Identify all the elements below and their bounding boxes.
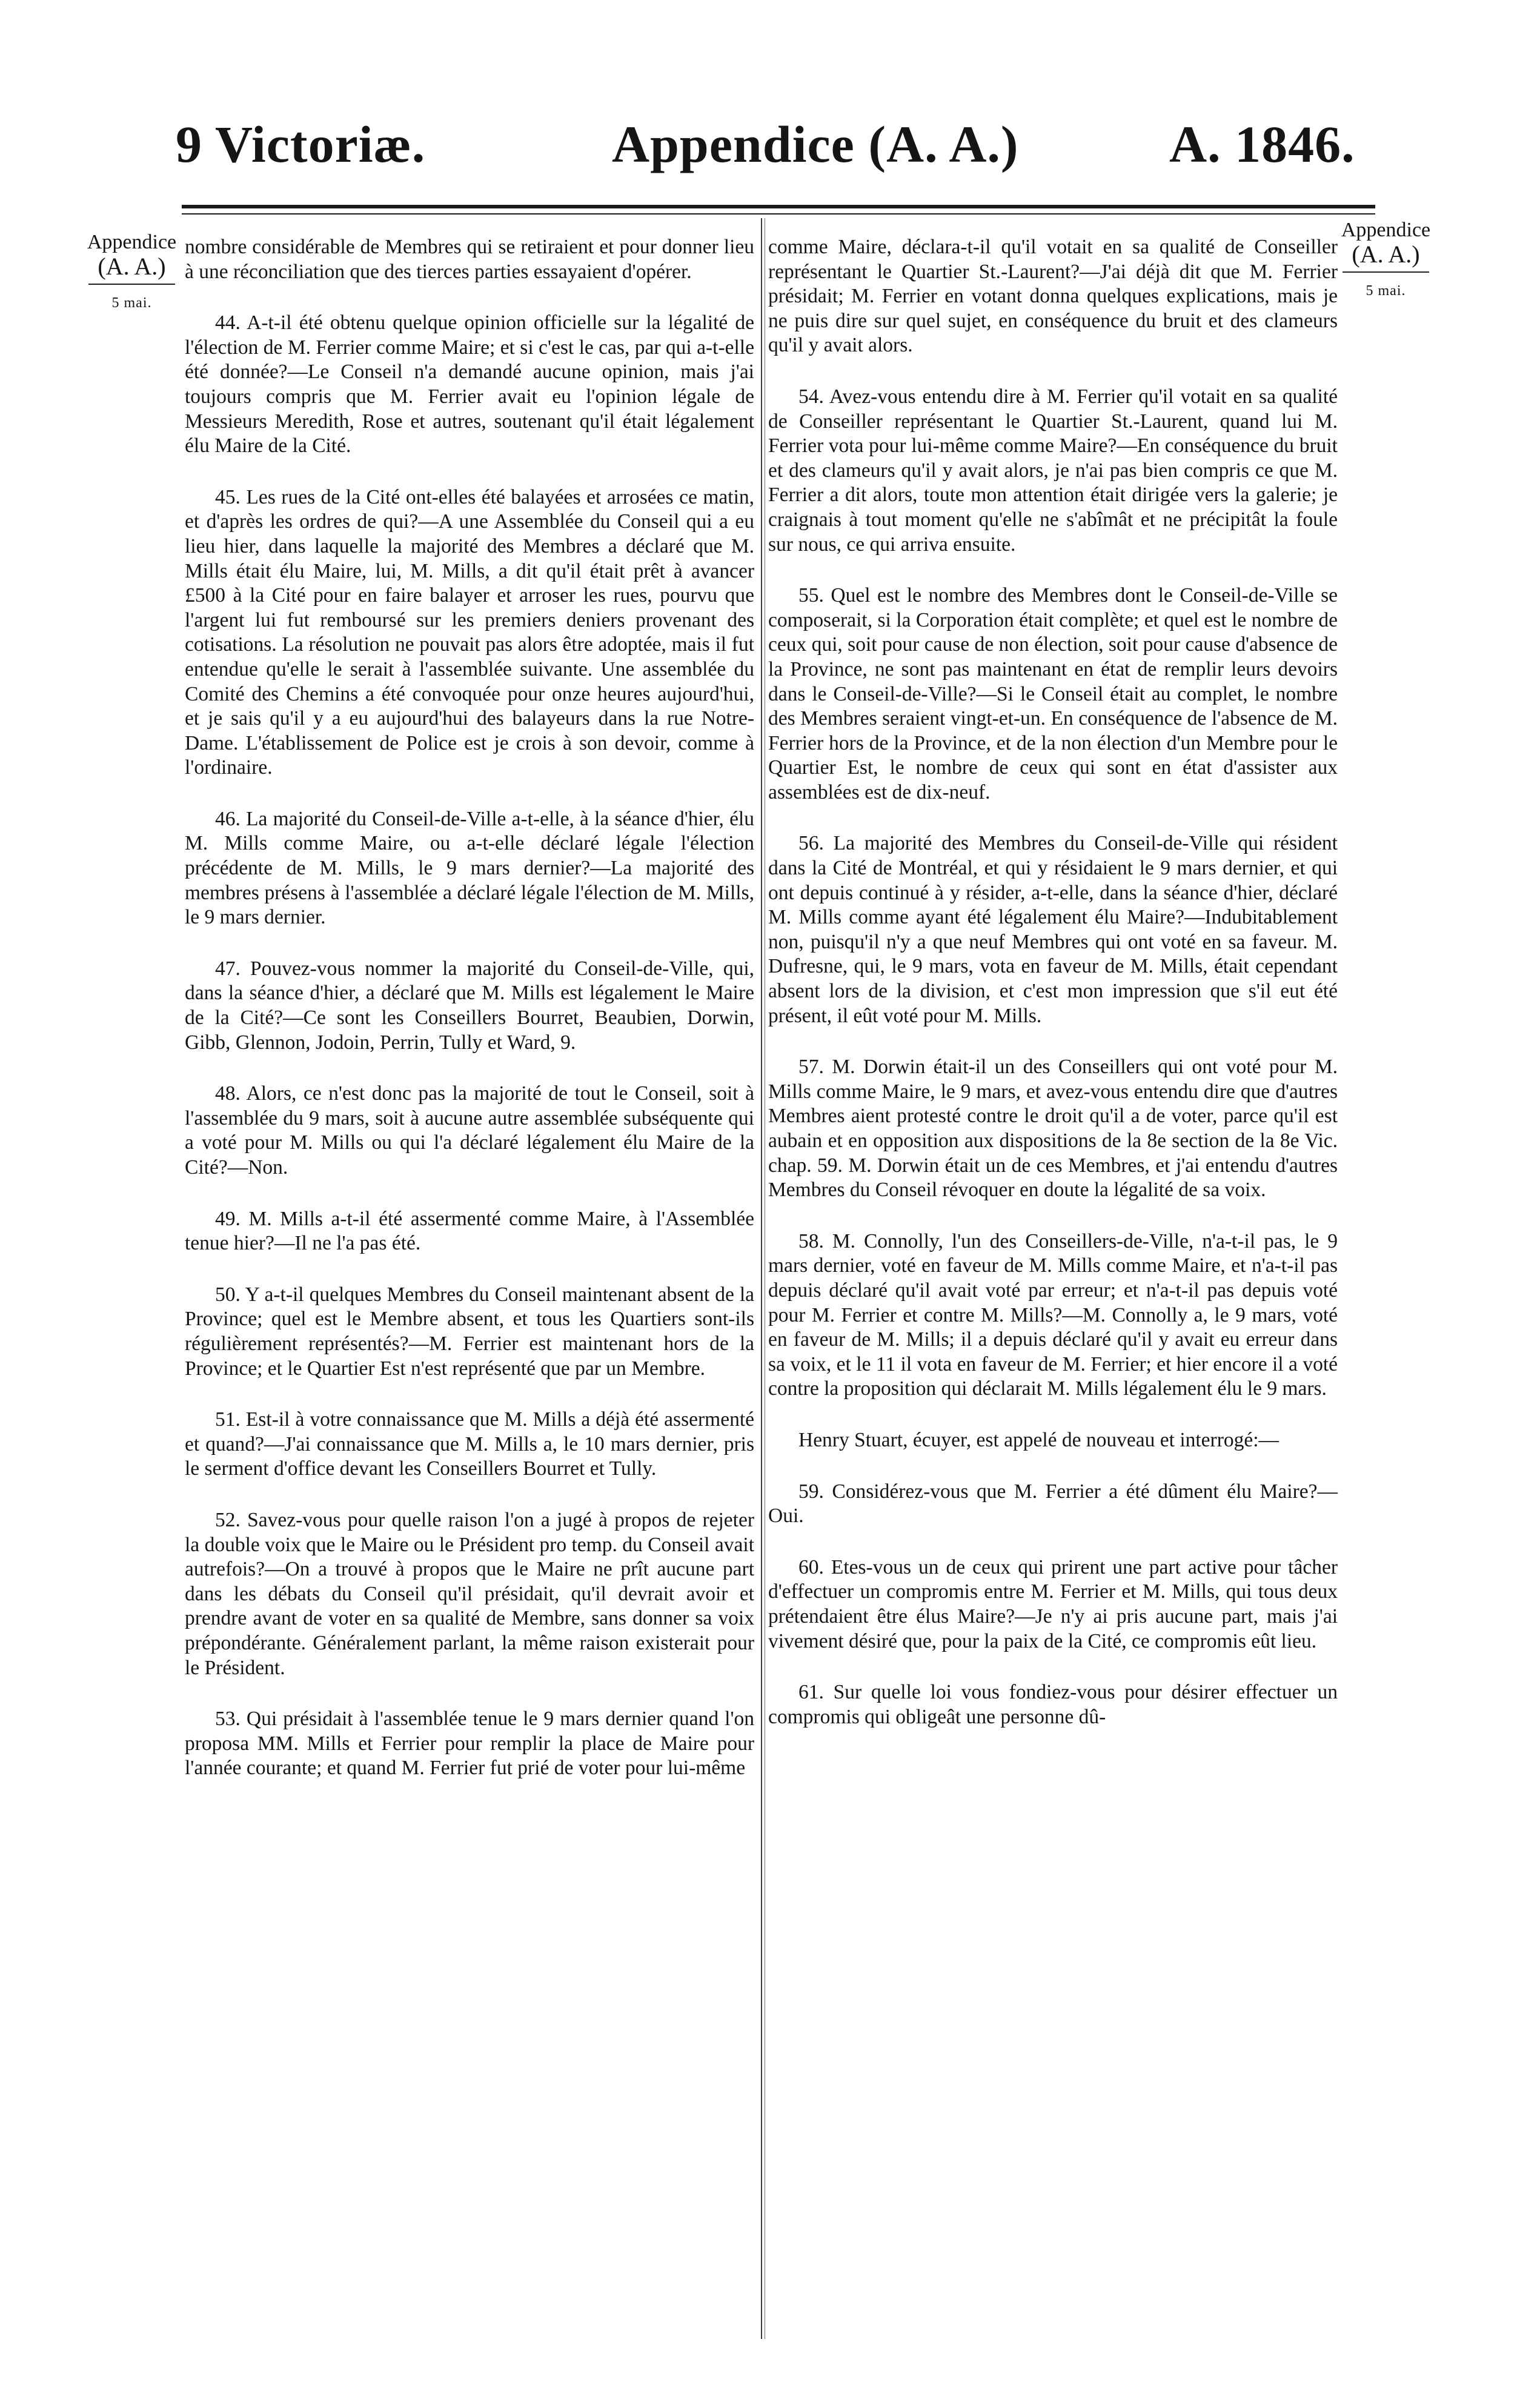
paragraph: comme Maire, déclara-t-il qu'il votait en sa qualité de Conseiller représentant le Quartier St.-Laurent?—J'ai déjà dit que M. Ferrier présidait; M. Ferrier en votant donna quelques explications, mais je ne puis dire sur quel sujet, en conséquence du bruit et des clameurs qu'il y avait alors. [768,236,1338,357]
witness-intro: Henry Stuart, écuyer, est appelé de nouveau et interrogé:— [798,1428,1279,1451]
question-60: 60. Etes-vous un de ceux qui prirent une part active pour tâcher d'effectuer un compromis entre M. Ferrier et M. Mills, qui tous deux prétendaient être élus Maire?—Je n'y ai pris aucune part, mais j'ai vivement désiré que, pour la paix de la Cité, ce compromis eût lieu. [768,1555,1338,1652]
paragraph: nombre considérable de Membres qui se retiraient et pour donner lieu à une réconciliation que des tierces parties essayaient d'opérer. [185,236,754,283]
margin-appendix-label: Appendice [87,231,177,253]
question-52: 52. Savez-vous pour quelle raison l'on a jugé à propos de rejeter la double voix que le Maire ou le Président pro temp. du Conseil avait autrefois?—On a trouvé à propos que le Maire ne prît aucune part dans les débats du Conseil qu'il présidait, qu'il devrait avoir et prendre avant de voter en sa qualité de Membre, sans donner sa voix prépondérante. Généralement parlant, la même raison existerait pour le Président. [185,1508,754,1679]
question-49: 49. M. Mills a-t-il été assermenté comme Maire, à l'Assemblée tenue hier?—Il ne l'a pas été. [185,1207,754,1255]
question-45: 45. Les rues de la Cité ont-elles été balayées et arrosées ce matin, et d'après les ordres de qui?—A une Assemblée du Conseil qui a eu lieu hier, dans laquelle la majorité des Membres a déclaré que M. Mills était élu Maire, lui, M. Mills, a dit qu'il était prêt à avancer £500 à la Cité pour en faire balayer et arroser les rues, pourvu que l'argent lui fut remboursé sur les premiers deniers provenant des cotisations. La résolution ne pouvait pas alors être adoptée, mais il fut entendue qu'elle le serait à l'assemblée suivante. Une assemblée du Comité des Chemins a été convoquée pour onze heures aujourd'hui, et je sais qu'il y a eu aujourd'hui des balayeurs dans la rue Notre-Dame. L'établissement de Police est je crois à son devoir, comme à l'ordinaire. [185,485,754,779]
margin-date: 5 mai. [111,295,152,311]
appendix-title: Appendice (A. A.) [612,115,1019,173]
margin-date: 5 mai. [1366,283,1406,299]
regnal-year: 9 Victoriæ. [176,115,426,173]
question-56: 56. La majorité des Membres du Conseil-de-Ville qui résident dans la Cité de Montréal, et qui y résidaient le 9 mars dernier, et qui ont depuis continué à y résider, a-t-elle, dans la séance d'hier, déclaré M. Mills comme ayant été légalement élu Maire?—Indubitablement non, puisqu'il n'y a que neuf Membres qui ont voté en sa faveur. M. Dufresne, qui, le 9 mars, vota en faveur de M. Mills, était cependant absent lors de la division, et c'est mon impression que s'il eut été présent, il eût voté pour M. Mills. [768,832,1338,1027]
question-61: 61. Sur quelle loi vous fondiez-vous pour désirer effectuer un compromis qui obligeât une personne dû- [768,1681,1338,1728]
margin-appendix-label: Appendice [1341,219,1431,241]
right-margin-note [1333,218,1439,303]
year-label: A. 1846. [1169,115,1355,173]
header-rule-thin [182,213,1375,215]
margin-divider [88,284,175,285]
question-57: 57. M. Dorwin était-il un des Conseillers qui ont voté pour M. Mills comme Maire, le 9 mars, et avez-vous entendu dire que d'autres Membres aient protesté contre le droit qu'il a de voter, parce qu'il est aubain et en opposition aux dispositions de la 8e section de la 8e Vic. chap. 59. M. Dorwin était un de ces Membres, et j'ai entendu d'autres Membres du Conseil révoquer en doute la légalité de sa voix. [768,1056,1338,1202]
margin-appendix-code: (A. A.) [1352,241,1420,268]
question-50: 50. Y a-t-il quelques Membres du Conseil maintenant absent de la Province; quel est le Membre absent, et tous les Quartiers sont-ils régulièrement représentés?—M. Ferrier est maintenant hors de la Province; et le Quartier Est n'est représenté que par un Membre. [185,1283,754,1380]
page-header [0,114,1540,187]
question-51: 51. Est-il à votre connaissance que M. Mills a déjà été assermenté et quand?—J'ai connaissance que M. Mills a, le 10 mars dernier, pris le serment d'office devant les Conseillers Bourret et Tully. [185,1408,754,1480]
question-55: 55. Quel est le nombre des Membres dont le Conseil-de-Ville se composerait, si la Corporation était complète; et quel est le nombre de ceux qui, soit pour cause de non élection, soit pour cause d'absence de la Province, ne sont pas maintenant en état de remplir leurs devoirs dans le Conseil-de-Ville?—Si le Conseil était au complet, le nombre des Membres seraient vingt-et-un. En conséquence de l'absence de M. Ferrier hors de la Province, et de la non élection d'un Membre pour le Quartier Est, le nombre de ceux qui sont en état d'assister aux assemblées est de dix-neuf. [768,584,1338,803]
question-59: 59. Considérez-vous que M. Ferrier a été dûment élu Maire?—Oui. [768,1480,1338,1528]
question-48: 48. Alors, ce n'est donc pas la majorité de tout le Conseil, soit à l'assemblée du 9 mars, soit à aucune autre assemblée subséquente qui a voté pour M. Mills ou qui l'a déclaré légalement élu Maire de la Cité?—Non. [185,1082,754,1179]
left-margin-note [79,230,185,315]
header-rule-thick [182,205,1375,208]
margin-appendix-code: (A. A.) [98,253,166,280]
left-column [185,235,754,1781]
question-53: 53. Qui présidait à l'assemblée tenue le 9 mars dernier quand l'on proposa MM. Mills et Ferrier pour remplir la place de Maire pour l'année courante; et quand M. Ferrier fut prié de voter pour lui-même [185,1708,754,1780]
margin-divider [1343,271,1429,273]
question-44: 44. A-t-il été obtenu quelque opinion officielle sur la légalité de l'élection de M. Ferrier comme Maire; et si c'est le cas, par qui a-t-elle été donnée?—Le Conseil n'a demandé aucune opinion, mais j'ai toujours compris que M. Ferrier avait eu l'opinion légale de Messieurs Meredith, Rose et autres, soutenant qu'il était légalement élu Maire de la Cité. [185,311,754,457]
question-46: 46. La majorité du Conseil-de-Ville a-t-elle, à la séance d'hier, élu M. Mills comme Maire, ou a-t-elle déclaré légale l'élection précédente de M. Mills, le 9 mars dernier?—La majorité des membres présens à l'assemblée a déclaré légale l'élection de M. Mills, le 9 mars dernier. [185,807,754,929]
question-47: 47. Pouvez-vous nommer la majorité du Conseil-de-Ville, qui, dans la séance d'hier, a déclaré que M. Mills est légalement le Maire de la Cité?—Ce sont les Conseillers Bourret, Beaubien, Dorwin, Gibb, Glennon, Jodoin, Perrin, Tully et Ward, 9. [185,957,754,1054]
question-58: 58. M. Connolly, l'un des Conseillers-de-Ville, n'a-t-il pas, le 9 mars dernier, voté en faveur de M. Mills comme Maire, et n'a-t-il pas depuis déclaré qu'il avait voté par erreur; et n'a-t-il pas depuis voté pour M. Ferrier et contre M. Mills?—M. Connolly a, le 9 mars, voté en faveur de M. Mills; il a depuis déclaré qu'il y avait eu erreur dans sa voix, et le 11 il vota en faveur de M. Ferrier; et hier encore il a voté contre la proposition qui déclarait M. Mills légalement élu le 9 mars. [768,1229,1338,1400]
question-54: 54. Avez-vous entendu dire à M. Ferrier qu'il votait en sa qualité de Conseiller représentant le Quartier St.-Laurent, quand lui M. Ferrier vota pour lui-même comme Maire?—En conséquence du bruit et des clameurs qu'il y avait alors, je n'ai pas bien compris ce que M. Ferrier a dit alors, toute mon attention était dirigée vers la galerie; je craignais à tout moment qu'elle ne s'abîmât et ne précipitât la foule sur nous, ce qui arriva ensuite. [768,385,1338,556]
right-column [768,235,1338,1729]
column-divider [761,218,762,2339]
